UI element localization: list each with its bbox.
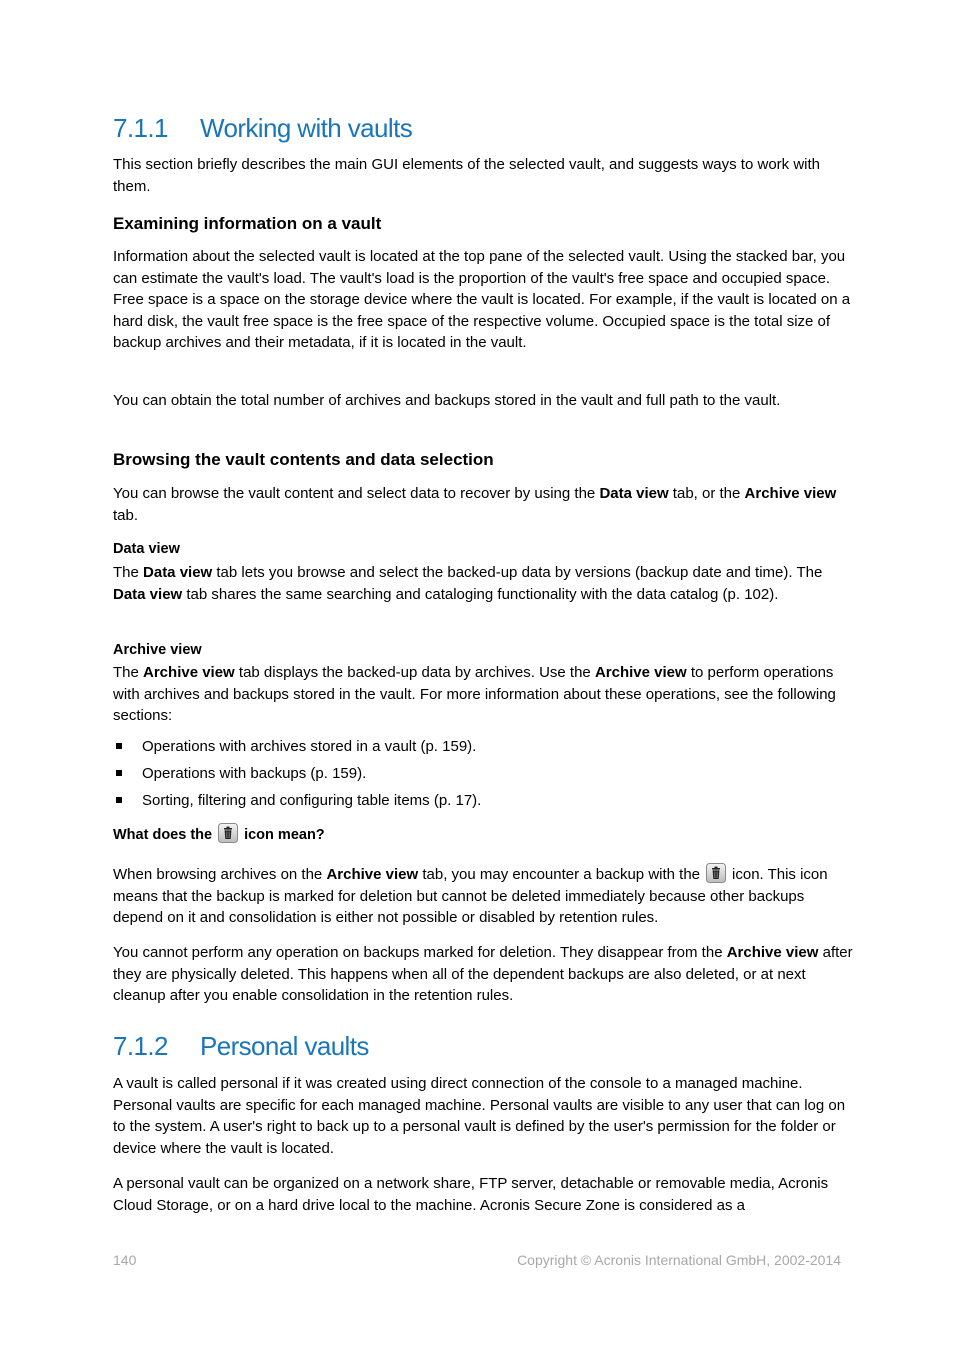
list-item xyxy=(113,763,848,790)
text-run: tab lets you browse and select the backed-up data by versions (backup date and time). The xyxy=(212,564,823,581)
trash-can-icon xyxy=(706,863,726,883)
bold-archive-view: Archive view xyxy=(594,664,687,681)
section-title: Personal vaults xyxy=(200,1031,369,1061)
personal-vaults-paragraph-1: A vault is called personal if it was created using direct connection of the console to a managed machine. Personal vaults are specific for each managed machine. Personal vaults are visible to any user that can log on to the system. A user's right to back up to a personal vault is defined by the user's permission for the folder or device where the vault is located. xyxy=(113,1075,846,1157)
examining-paragraph-2: You can obtain the total number of archives and backups stored in the vault and full path to the vault. xyxy=(113,392,781,409)
heading-archive-view: Archive view xyxy=(113,642,202,658)
text-run: The xyxy=(113,664,144,681)
bold-data-view: Data view xyxy=(143,564,213,581)
text-run: When browsing archives on the xyxy=(113,866,327,883)
text-run: You cannot perform any operation on backups marked for deletion. They disappear from the xyxy=(113,944,727,961)
bullet-square-icon xyxy=(116,770,122,776)
text-run: tab, you may encounter a backup with the xyxy=(418,866,701,883)
text-run: tab displays the backed-up data by archives. Use the xyxy=(234,664,595,681)
examining-paragraph-1: Information about the selected vault is located at the top pane of the selected vault. Using the stacked bar, you can estimate the vault's load. The vault's load is the proportion of the vault's free space and occupied space. Free space is a space on the storage device where the vault is located. For example, if the vault is located on a hard disk, the vault free space is the free space of the respective volume. Occupied space is the total size of backup archives and their metadata, if it is located in the vault. xyxy=(113,248,851,351)
heading-data-view: Data view xyxy=(113,541,180,557)
text-run: The xyxy=(113,564,144,581)
bold-archive-view: Archive view xyxy=(726,944,819,961)
text-run: tab shares the same searching and cataloging functionality with the data catalog (p. 102). xyxy=(182,585,779,603)
section-title: Working with vaults xyxy=(200,113,413,143)
link-operations-backups[interactable]: Operations with backups (p. 159). xyxy=(142,765,367,782)
section-heading-7-1-1 xyxy=(113,113,412,144)
text-run: after they are physically deleted. This happens when all of the dependent backups are also deleted, or at next cleanup after you enable consolidation in the retention rules. xyxy=(113,944,853,1004)
intro-paragraph: This section briefly describes the main GUI elements of the selected vault, and suggests ways to work with them. xyxy=(113,156,820,195)
bold-archive-view: Archive view xyxy=(744,485,837,502)
bold-data-view: Data view xyxy=(599,485,669,502)
subheading-examining: Examining information on a vault xyxy=(113,214,382,233)
section-number: 7.1.1 xyxy=(113,113,168,143)
page-number: 140 xyxy=(113,1252,137,1268)
section-heading-7-1-2 xyxy=(113,1031,369,1062)
bold-data-view: Data view xyxy=(113,585,183,603)
list-item xyxy=(113,790,848,817)
link-operations-archives[interactable]: Operations with archives stored in a vault (p. 159). xyxy=(142,738,477,755)
list-item xyxy=(113,736,848,763)
bold-archive-view: Archive view xyxy=(326,866,419,883)
icon-paragraph-1 xyxy=(113,863,853,929)
text-run: tab, or the xyxy=(668,485,745,502)
operations-list xyxy=(113,736,848,817)
subheading-browsing: Browsing the vault contents and data selection xyxy=(113,450,494,469)
text-run: icon mean? xyxy=(244,827,325,843)
link-sorting-filtering[interactable]: Sorting, filtering and configuring table items (p. 17). xyxy=(142,792,482,809)
text-run: to perform operations with archives and backups stored in the vault. For more information about these operations, see the following sections: xyxy=(113,664,836,724)
personal-vaults-paragraph-2: A personal vault can be organized on a network share, FTP server, detachable or removable media, Acronis Cloud Storage, or on a hard drive local to the machine. Acronis Secure Zone is considered as a xyxy=(113,1175,829,1214)
text-run: icon. This icon means that the backup is marked for deletion but cannot be deleted immediately because other backups depend on it and consolidation is either not possible or disabled by retention rules. xyxy=(113,866,828,926)
bullet-square-icon xyxy=(116,797,122,803)
archive-view-paragraph xyxy=(113,662,853,727)
text-run: You can browse the vault content and select data to recover by using the xyxy=(113,485,600,502)
data-view-paragraph xyxy=(113,562,853,605)
section-number: 7.1.2 xyxy=(113,1031,168,1061)
bullet-square-icon xyxy=(116,743,122,749)
trash-can-icon xyxy=(218,823,238,843)
text-run: What does the xyxy=(113,827,213,843)
copyright-notice: Copyright © Acronis International GmbH, 2002-2014 xyxy=(517,1252,841,1268)
heading-icon-meaning xyxy=(113,823,325,843)
icon-paragraph-2 xyxy=(113,942,853,1007)
text-run: tab. xyxy=(113,506,139,524)
bold-archive-view: Archive view xyxy=(143,664,235,681)
browsing-paragraph xyxy=(113,483,853,526)
